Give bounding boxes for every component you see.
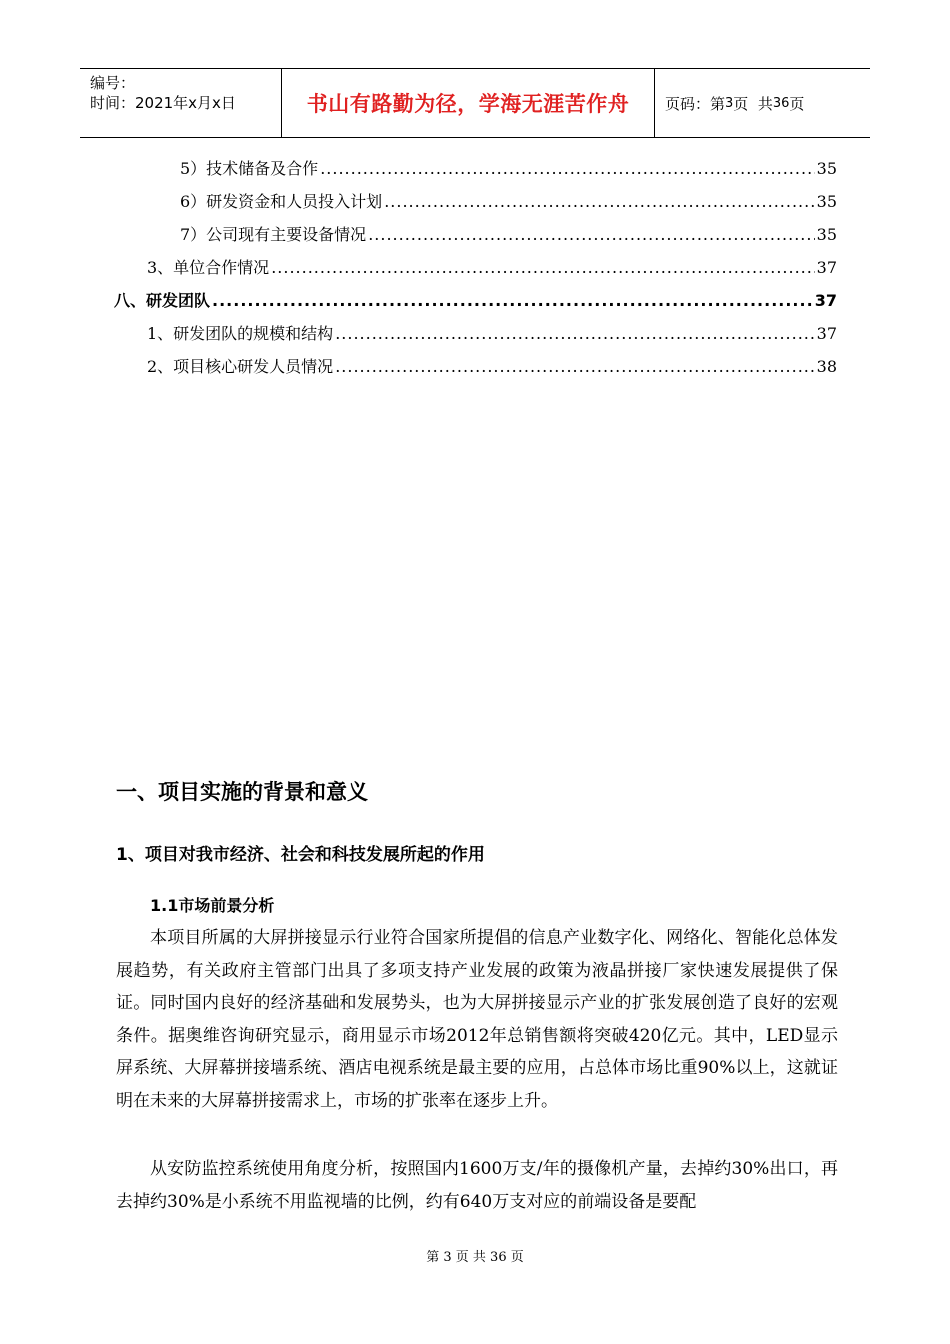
toc-entry-page: 35 <box>816 192 837 211</box>
toc-entry-title: 3、单位合作情况 <box>147 258 270 277</box>
page-suffix: 页 <box>789 94 805 113</box>
toc-entry-title: 5）技术储备及合作 <box>180 159 319 178</box>
toc-entry-page: 37 <box>814 291 837 310</box>
toc-leader <box>320 157 814 181</box>
toc-entry-page: 37 <box>816 258 837 277</box>
page-total: 36 <box>772 95 790 111</box>
document-number-label: 编号： <box>90 74 136 92</box>
toc-entry[interactable] <box>147 355 837 379</box>
header-page-info <box>655 69 870 137</box>
toc-leader <box>335 355 814 379</box>
header-meta <box>80 69 282 137</box>
toc-entry-title: 7）公司现有主要设备情况 <box>180 225 367 244</box>
toc-entry[interactable] <box>180 157 837 181</box>
body-paragraph: 从安防监控系统使用角度分析，按照国内1600万支/年的摄像机产量，去掉约30%出口，再去掉约30%是小系统不用监视墙的比例，约有640万支对应的前端设备是要配 <box>116 1159 838 1212</box>
toc-entry[interactable] <box>180 190 837 214</box>
toc-leader <box>368 223 814 247</box>
header-motto: 书山有路勤为径，学海无涯苦作舟 <box>282 69 655 137</box>
page-current: 3 <box>725 95 734 111</box>
body-paragraph: 本项目所属的大屏拼接显示行业符合国家所提倡的信息产业数字化、网络化、智能化总体发展趋势，有关政府主管部门出具了多项支持产业发展的政策为液晶拼接厂家快速发展提供了保证。同时国内良好的经济基础和发展势头，也为大屏拼接显示产业的扩张发展创造了良好的宏观条件。据奥维咨询研究显示，商用显示市场2012年总销售额将突破420亿元。其中，LED显示屏系统、大屏幕拼接墙系统、酒店电视系统是最主要的应用，占总体市场比重90%以上，这就证明在未来的大屏幕拼接需求上，市场的扩张率在逐步上升。 <box>116 928 838 1111</box>
section-heading: 一、项目实施的背景和意义 <box>116 780 368 804</box>
page-header <box>80 68 870 138</box>
subsection-heading: 1、项目对我市经济、社会和科技发展所起的作用 <box>116 845 485 865</box>
page-footer: 第 3 页 共 36 页 <box>426 1250 524 1265</box>
toc-leader <box>212 289 813 313</box>
toc-entry-chapter[interactable] <box>114 289 837 313</box>
toc-entry[interactable] <box>147 256 837 280</box>
toc-leader <box>271 256 814 280</box>
subsubsection-heading: 1.1市场前景分析 <box>150 896 275 915</box>
toc-entry-title: 6）研发资金和人员投入计划 <box>180 192 383 211</box>
toc-leader <box>384 190 814 214</box>
toc-entry[interactable] <box>147 322 837 346</box>
toc-entry-title: 1、研发团队的规模和结构 <box>147 324 334 343</box>
toc-entry-page: 38 <box>816 357 837 376</box>
toc-entry-page: 35 <box>816 225 837 244</box>
toc-leader <box>335 322 814 346</box>
toc-entry-title: 八、研发团队 <box>114 291 211 310</box>
toc-entry[interactable] <box>180 223 837 247</box>
toc-entry-page: 37 <box>816 324 837 343</box>
toc-entry-page: 35 <box>816 159 837 178</box>
toc-entry-title: 2、项目核心研发人员情况 <box>147 357 334 376</box>
page-mid: 页 共 <box>733 94 773 113</box>
document-date: 时间：2021年x月x日 <box>90 94 236 112</box>
page-prefix: 页码：第 <box>665 94 726 113</box>
